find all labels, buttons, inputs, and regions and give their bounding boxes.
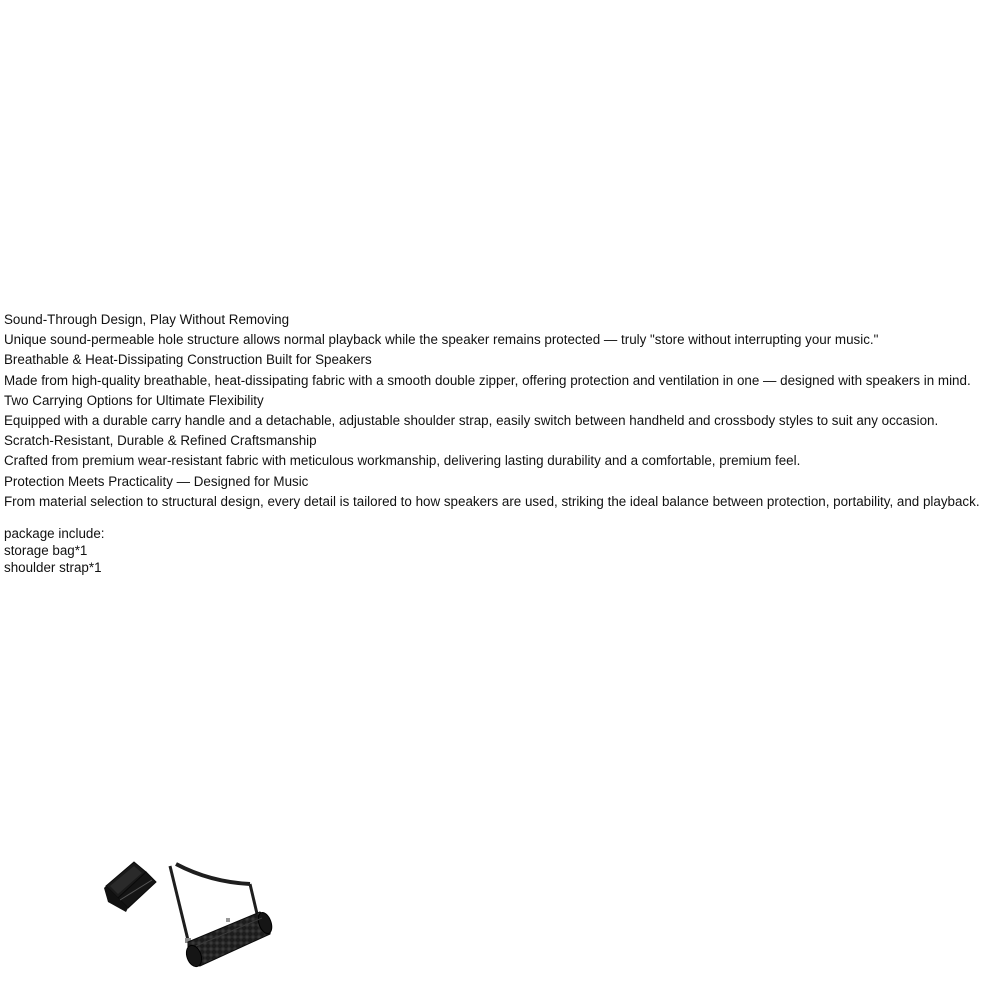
speaker-bag-product-image	[100, 856, 275, 974]
package-title: package include:	[4, 525, 105, 541]
feature-heading: Protection Meets Practicality — Designed for Music	[4, 473, 309, 489]
feature-text: Equipped with a durable carry handle and a detachable, adjustable shoulder strap, easily switch between handheld and crossbody styles to suit any occasion.	[4, 412, 939, 428]
feature-heading: Sound-Through Design, Play Without Removing	[4, 312, 290, 327]
open-case-icon	[104, 862, 156, 912]
feature-heading: Breathable & Heat-Dissipating Construction Built for Speakers	[4, 352, 372, 368]
feature-text: Crafted from premium wear-resistant fabric with meticulous workmanship, delivering lasting durability and a comfortable, premium feel.	[4, 453, 801, 469]
package-item: storage bag*1	[4, 542, 88, 558]
feature-text: Unique sound-permeable hole structure allows normal playback while the speaker remains protected — truly "store without interrupting your music."	[4, 332, 879, 348]
feature-heading: Scratch-Resistant, Durable & Refined Craftsmanship	[4, 433, 317, 449]
package-contents	[4, 525, 1000, 576]
product-description	[4, 310, 1000, 576]
feature-text: Made from high-quality breathable, heat-dissipating fabric with a smooth double zipper, offering protection and ventilation in one — designed with speakers in mind.	[4, 372, 971, 388]
feature-text: From material selection to structural design, every detail is tailored to how speakers are used, striking the ideal balance between protection, portability, and playback.	[4, 493, 980, 509]
package-item: shoulder strap*1	[4, 559, 102, 575]
woven-bag-icon	[184, 911, 275, 969]
feature-heading: Two Carrying Options for Ultimate Flexibility	[4, 392, 264, 408]
